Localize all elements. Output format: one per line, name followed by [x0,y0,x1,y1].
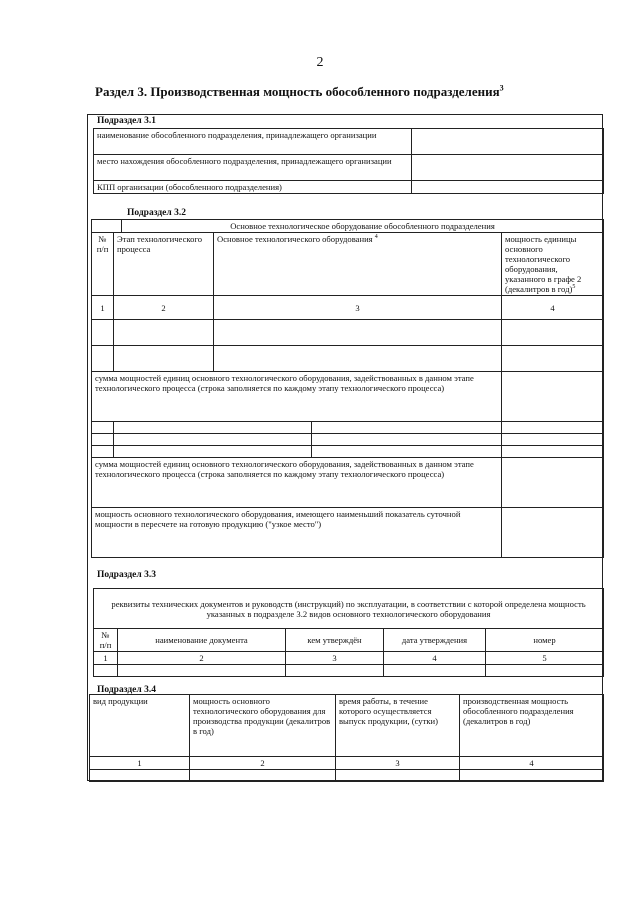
subsection-3-4-table [89,694,604,782]
page-number: 2 [316,55,324,70]
product-num-1: 1 [90,757,190,770]
doc-num-1: 1 [94,652,118,665]
table-cell[interactable] [92,422,114,434]
col-num-2: 2 [114,296,214,320]
doc-col-approval-date: дата утверждения [384,629,486,652]
bottleneck-value[interactable] [502,508,604,558]
table-cell[interactable] [90,770,190,782]
table-cell[interactable] [312,446,502,458]
table-cell[interactable] [502,320,604,346]
section-title-footnote: 3 [499,83,504,93]
col-header-equipment-footnote: 4 [374,234,378,241]
table-cell[interactable] [312,434,502,446]
subsection-3-3-label: Подраздел 3.3 [97,570,156,580]
subsection-3-2-label: Подраздел 3.2 [127,208,186,218]
subsection-3-3-table [93,588,604,677]
product-num-3: 3 [336,757,460,770]
product-col-production-capacity: производственная мощность обособленного подразделения (декалитров в год) [460,695,604,757]
kpp-label: КПП организации (обособленного подразделения) [94,181,412,194]
section-title [95,84,504,100]
subsection-3-1-table [93,128,604,194]
doc-num-3: 3 [286,652,384,665]
col-header-equipment [214,233,502,296]
table-cell[interactable] [384,665,486,677]
table-cell[interactable] [94,665,118,677]
table-cell[interactable] [502,422,604,434]
bottleneck-label: мощность основного технологического оборудования, имеющего наименьший показатель суточной мощности в пересчете на готовую продукцию ("узкое место") [92,508,502,558]
header-spacer [92,220,122,233]
kpp-value[interactable] [412,181,604,194]
table-cell[interactable] [114,446,312,458]
table-cell[interactable] [92,446,114,458]
product-col-type: вид продукции [90,695,190,757]
doc-num-4: 4 [384,652,486,665]
table-cell[interactable] [92,434,114,446]
sum-capacity-value[interactable] [502,372,604,422]
table-cell[interactable] [118,665,286,677]
col-header-num: № п/п [92,233,114,296]
location-label: место нахождения обособленного подразделения, принадлежащего организации [94,155,412,181]
doc-col-name: наименование документа [118,629,286,652]
col-num-3: 3 [214,296,502,320]
doc-num-2: 2 [118,652,286,665]
col-header-capacity [502,233,604,296]
table-cell[interactable] [502,346,604,372]
org-name-value[interactable] [412,129,604,155]
table-cell[interactable] [190,770,336,782]
col-header-capacity-text: мощность единицы основного технологического оборудования, указанного в графе 2 (декалитров в год) [505,234,582,294]
sum-capacity-label: сумма мощностей единиц основного технологического оборудования, задействованных в данном этапе технологического процесса (строка заполняется по каждому этапу технологического процесса) [92,458,502,508]
table-cell[interactable] [486,665,604,677]
col-header-capacity-footnote: 5 [572,284,576,291]
table-cell[interactable] [502,446,604,458]
subsection-3-2-table [91,219,604,558]
doc-num-5: 5 [486,652,604,665]
org-name-label: наименование обособленного подразделения, принадлежащего организации [94,129,412,155]
table-cell[interactable] [460,770,604,782]
documents-header: реквизиты технических документов и руководств (инструкций) по эксплуатации, в соответствии с которой определена мощность указанных в подразделе 3.2 видов основного технологического оборудования [94,589,604,629]
table-cell[interactable] [312,422,502,434]
col-num-4: 4 [502,296,604,320]
table-cell[interactable] [214,320,502,346]
col-num-1: 1 [92,296,114,320]
table-cell[interactable] [214,346,502,372]
table-cell[interactable] [114,422,312,434]
doc-col-approved-by: кем утверждён [286,629,384,652]
doc-col-number: номер [486,629,604,652]
subsection-3-1-label: Подраздел 3.1 [97,116,156,126]
table-cell[interactable] [502,434,604,446]
product-col-working-time: время работы, в течение которого осуществляется выпуск продукции, (сутки) [336,695,460,757]
table-cell[interactable] [114,346,214,372]
doc-col-num: № п/п [94,629,118,652]
col-header-stage: Этап технологического процесса [114,233,214,296]
product-col-equipment-capacity: мощность основного технологического оборудования для производства продукции (декалитров в год) [190,695,336,757]
product-num-4: 4 [460,757,604,770]
equipment-group-header: Основное технологическое оборудование обособленного подразделения [122,220,604,233]
table-cell[interactable] [92,346,114,372]
sum-capacity-label: сумма мощностей единиц основного технологического оборудования, задействованных в данном этапе технологического процесса (строка заполняется по каждому этапу технологического процесса) [92,372,502,422]
table-cell[interactable] [286,665,384,677]
col-header-equipment-text: Основное технологического оборудования [217,234,373,244]
table-cell[interactable] [336,770,460,782]
product-num-2: 2 [190,757,336,770]
sum-capacity-value[interactable] [502,458,604,508]
table-cell[interactable] [92,320,114,346]
subsection-3-4-label: Подраздел 3.4 [97,685,156,695]
table-cell[interactable] [114,320,214,346]
table-cell[interactable] [114,434,312,446]
location-value[interactable] [412,155,604,181]
section-title-text: Раздел 3. Производственная мощность обособленного подразделения [95,84,500,99]
